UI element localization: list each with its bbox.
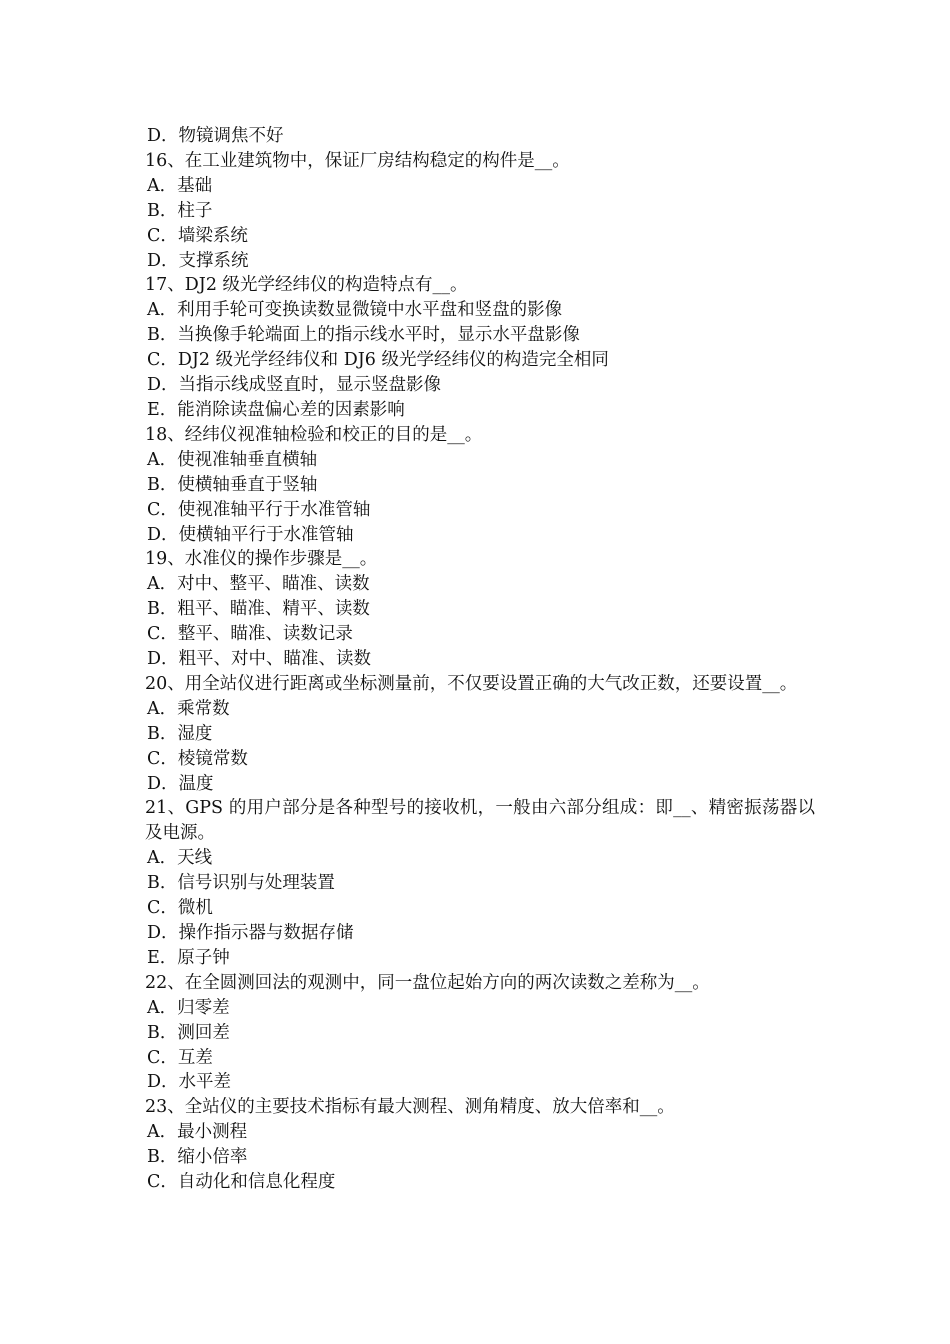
answer-option: D．温度 — [147, 773, 214, 794]
answer-option: D．水平差 — [147, 1072, 232, 1093]
answer-option: E．能消除读盘偏心差的因素影响 — [147, 399, 405, 420]
answer-option: B．粗平、瞄准、精平、读数 — [147, 599, 370, 620]
answer-option: C．使视准轴平行于水准管轴 — [147, 499, 371, 520]
document-body — [145, 124, 815, 1195]
answer-option: B．湿度 — [147, 723, 213, 744]
question-text: 17、DJ2 级光学经纬仪的构造特点有__。 — [145, 275, 468, 296]
answer-option: D．使横轴平行于水准管轴 — [147, 524, 354, 545]
answer-option: C．自动化和信息化程度 — [147, 1172, 336, 1193]
answer-option: D．物镜调焦不好 — [147, 126, 284, 146]
answer-option: A．天线 — [147, 848, 213, 869]
question-text: 22、在全圆测回法的观测中，同一盘位起始方向的两次读数之差称为__。 — [145, 972, 710, 993]
answer-option: C．DJ2 级光学经纬仪和 DJ6 级光学经纬仪的构造完全相同 — [147, 350, 609, 371]
question-text: 23、全站仪的主要技术指标有最大测程、测角精度、放大倍率和__。 — [145, 1097, 675, 1118]
answer-option: D．操作指示器与数据存储 — [147, 923, 354, 943]
answer-option: C．互差 — [147, 1047, 213, 1068]
answer-option: D．粗平、对中、瞄准、读数 — [147, 649, 372, 670]
answer-option: C．棱镜常数 — [147, 748, 248, 769]
answer-option: C．整平、瞄准、读数记录 — [147, 624, 353, 645]
answer-option: A．基础 — [147, 175, 213, 196]
answer-option: B．当换像手轮端面上的指示线水平时，显示水平盘影像 — [147, 325, 580, 346]
answer-option: D．当指示线成竖直时，显示竖盘影像 — [147, 375, 442, 396]
answer-option: B．柱子 — [147, 200, 213, 221]
question-text: 19、水准仪的操作步骤是__。 — [145, 549, 378, 570]
answer-option: A．最小测程 — [147, 1122, 248, 1143]
answer-option: A．归零差 — [147, 997, 230, 1018]
answer-option: B．使横轴垂直于竖轴 — [147, 474, 318, 495]
answer-option: A．利用手轮可变换读数显微镜中水平盘和竖盘的影像 — [147, 300, 563, 321]
answer-option: A．对中、整平、瞄准、读数 — [147, 574, 370, 595]
answer-option: D．支撑系统 — [147, 250, 249, 271]
answer-option: A．使视准轴垂直横轴 — [147, 449, 318, 470]
question-text: 21、GPS 的用户部分是各种型号的接收机，一般由六部分组成：即__、精密振荡器以及电源。 — [145, 798, 815, 844]
answer-option: C．微机 — [147, 898, 213, 919]
answer-option: A．乘常数 — [147, 698, 230, 719]
answer-option: B．测回差 — [147, 1022, 230, 1043]
answer-option: C．墙梁系统 — [147, 225, 248, 246]
answer-option: E．原子钟 — [147, 947, 230, 968]
question-text: 16、在工业建筑物中，保证厂房结构稳定的构件是__。 — [145, 150, 570, 171]
answer-option: B．缩小倍率 — [147, 1147, 248, 1168]
question-text: 18、经纬仪视准轴检验和校正的目的是__。 — [145, 424, 483, 445]
answer-option: B．信号识别与处理装置 — [147, 873, 335, 894]
question-text: 20、用全站仪进行距离或坐标测量前，不仅要设置正确的大气改正数，还要设置__。 — [145, 673, 798, 694]
